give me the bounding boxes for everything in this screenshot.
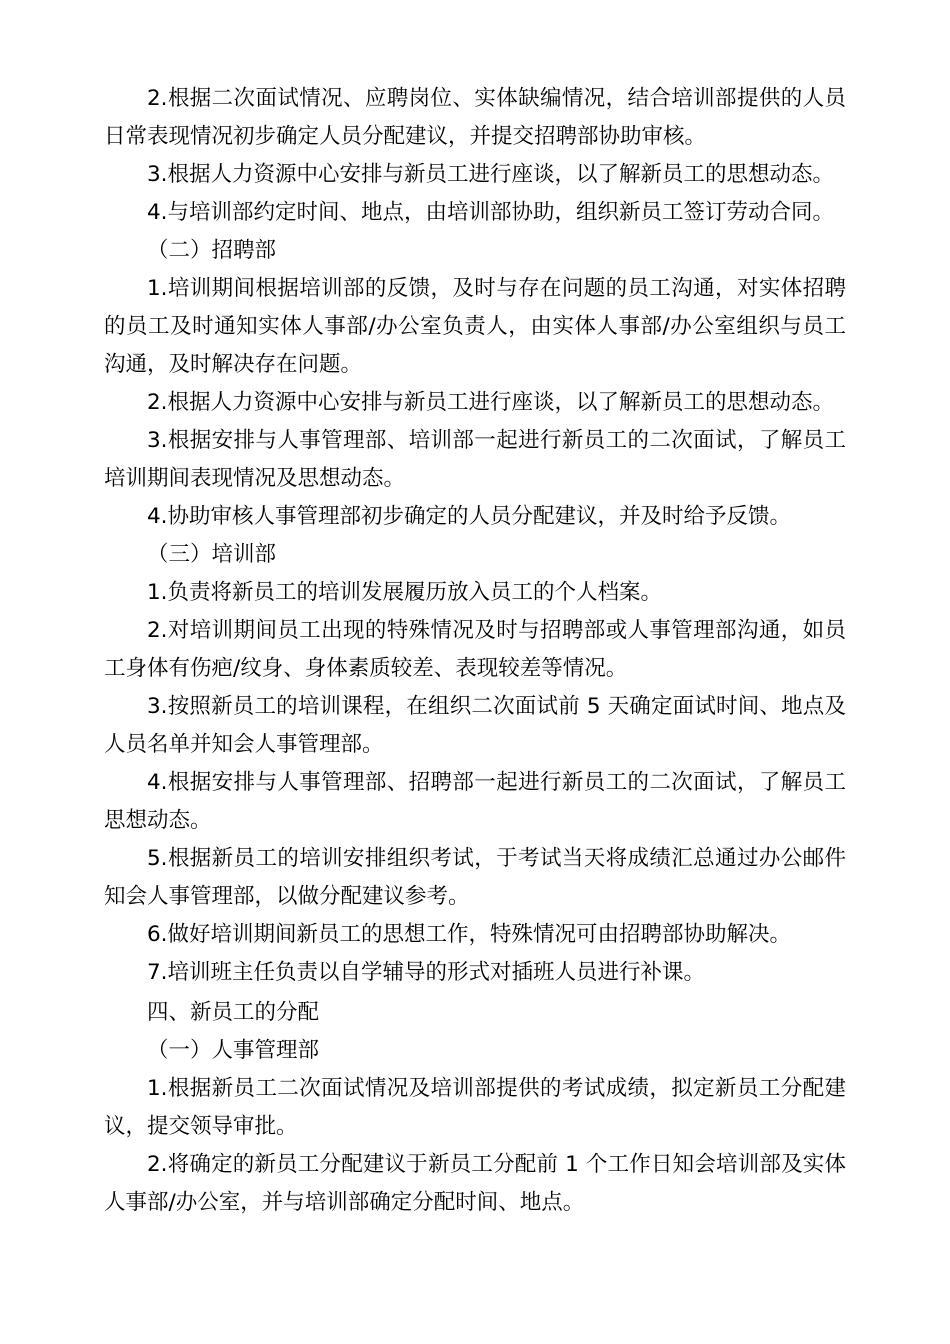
section-heading: （二）招聘部 (147, 238, 277, 263)
paragraph: 2.将确定的新员工分配建议于新员工分配前 1 个工作日知会培训部及实体人事部/办公室，并与培训部确定分配时间、地点。 (104, 1152, 846, 1215)
paragraph: 3.根据人力资源中心安排与新员工进行座谈，以了解新员工的思想动态。 (147, 162, 835, 187)
paragraph: 4.协助审核人事管理部初步确定的人员分配建议，并及时给予反馈。 (147, 504, 792, 529)
paragraph: 2.根据二次面试情况、应聘岗位、实体缺编情况，结合培训部提供的人员日常表现情况初步确定人员分配建议，并提交招聘部协助审核。 (104, 86, 846, 149)
paragraph: 4.根据安排与人事管理部、招聘部一起进行新员工的二次面试，了解员工思想动态。 (104, 770, 846, 833)
paragraph: 1.培训期间根据培训部的反馈，及时与存在问题的员工沟通，对实体招聘的员工及时通知实体人事部/办公室负责人，由实体人事部/办公室组织与员工沟通，及时解决存在问题。 (104, 276, 846, 377)
section-heading: （三）培训部 (147, 542, 277, 567)
section-heading: （一）人事管理部 (147, 1038, 320, 1063)
paragraph: 3.按照新员工的培训课程，在组织二次面试前 5 天确定面试时间、地点及人员名单并知会人事管理部。 (104, 694, 846, 757)
paragraph: 1.负责将新员工的培训发展履历放入员工的个人档案。 (147, 580, 663, 605)
paragraph: 3.根据安排与人事管理部、培训部一起进行新员工的二次面试，了解员工培训期间表现情况及思想动态。 (104, 428, 846, 491)
paragraph: 6.做好培训期间新员工的思想工作，特殊情况可由招聘部协助解决。 (147, 922, 792, 947)
paragraph: 1.根据新员工二次面试情况及培训部提供的考试成绩，拟定新员工分配建议，提交领导审批。 (104, 1076, 846, 1139)
paragraph: 7.培训班主任负责以自学辅导的形式对插班人员进行补课。 (147, 960, 706, 985)
paragraph: 4.与培训部约定时间、地点，由培训部协助，组织新员工签订劳动合同。 (147, 200, 835, 225)
paragraph: 5.根据新员工的培训安排组织考试，于考试当天将成绩汇总通过办公邮件知会人事管理部，以做分配建议参考。 (104, 846, 846, 909)
paragraph: 2.对培训期间员工出现的特殊情况及时与招聘部或人事管理部沟通，如员工身体有伤疤/纹身、身体素质较差、表现较差等情况。 (104, 618, 846, 681)
chapter-heading: 四、新员工的分配 (147, 1000, 320, 1025)
paragraph: 2.根据人力资源中心安排与新员工进行座谈，以了解新员工的思想动态。 (147, 390, 835, 415)
